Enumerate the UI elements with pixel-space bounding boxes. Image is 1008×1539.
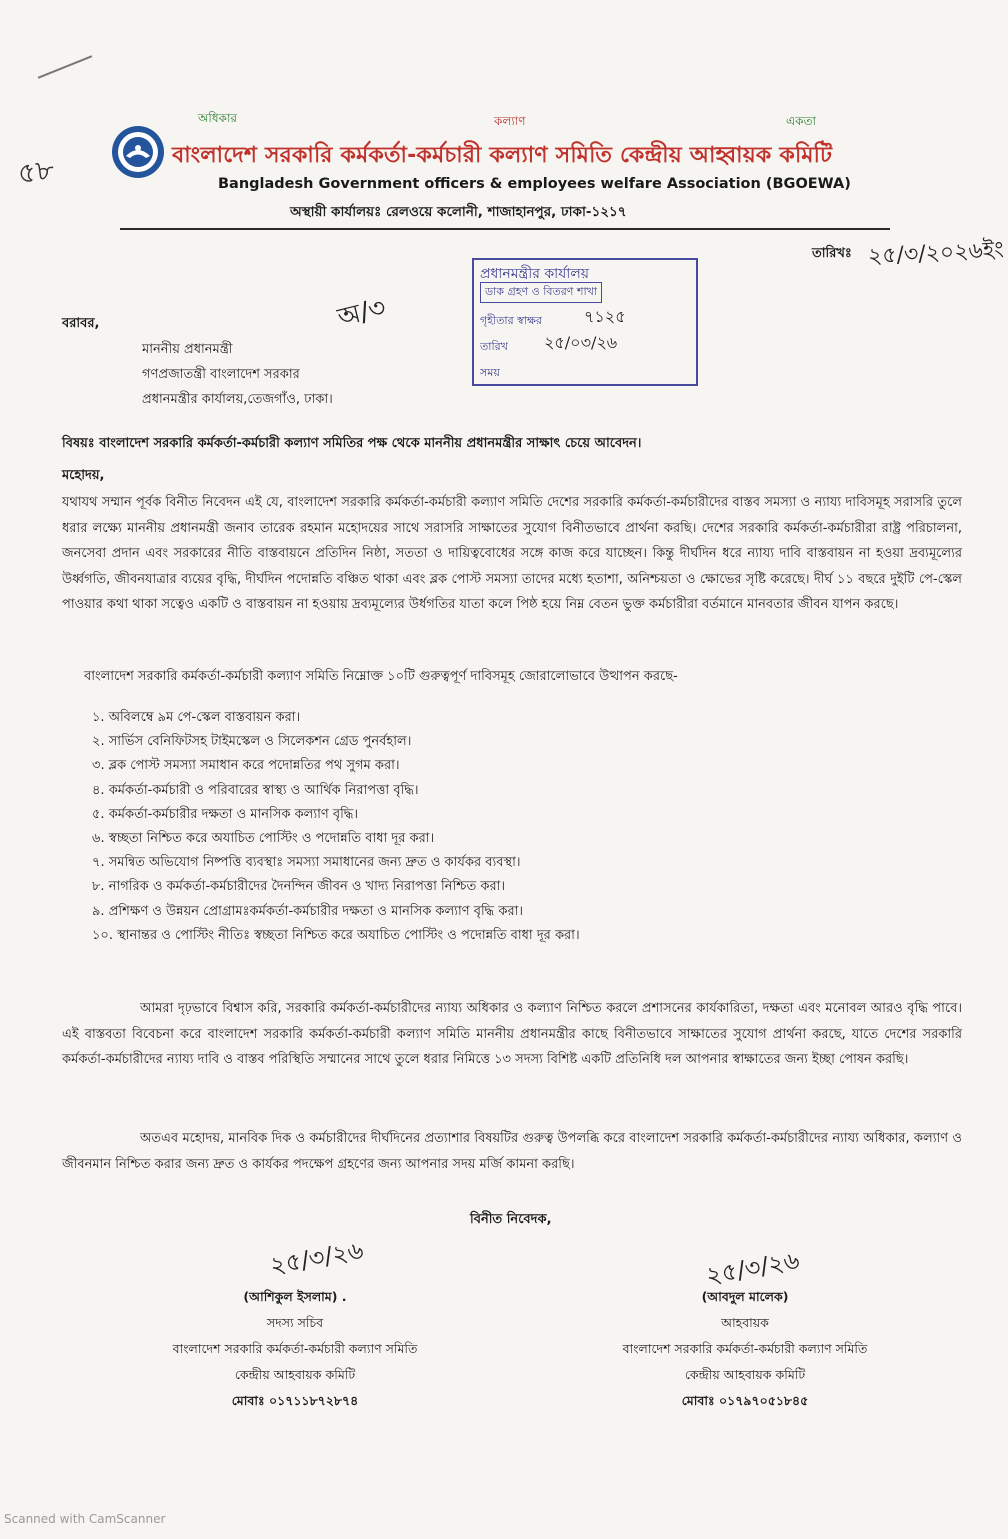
- subject-line: বিষয়ঃ বাংলাদেশ সরকারি কর্মকর্তা-কর্মচারী কল্যাণ সমিতির পক্ষ থেকে মাননীয় প্রধানমন্ত্রীর সাক্ষাৎ চেয়ে আবেদন।: [62, 436, 642, 451]
- stamp-receipt-label: গৃহীতার স্বাক্ষর: [480, 314, 542, 327]
- right-signatory-block: [600, 1284, 890, 1414]
- initial-mark: অ/৩: [334, 292, 389, 334]
- body-paragraph-3: অতএব মহোদয়, মানবিক দিক ও কর্মচারীদের দীর্ঘদিনের প্রত্যাশার বিষয়টির গুরুত্ব উপলব্ধি করে বাংলাদেশ সরকারি কর্মকর্তা-কর্মচারীদের ন্যায্য অধিকার, কল্যাণ ও জীবনমান নিশ্চিত করার জন্য দ্রুত ও কার্যকর পদক্ষেপ গ্রহণের জন্য আপনার সদয় মর্জি কামনা করছি।: [62, 1131, 962, 1172]
- scanner-watermark: Scanned with CamScanner: [4, 1512, 166, 1526]
- tag-welfare: কল্যাণ: [494, 114, 526, 128]
- address-to: বরাবর,: [62, 316, 100, 331]
- demands-intro: বাংলাদেশ সরকারি কর্মকর্তা-কর্মচারী কল্যাণ সমিতি নিম্নোক্ত ১০টি গুরুত্বপূর্ণ দাবিসমূহ জোরালোভাবে উত্থাপন করছে-: [84, 669, 678, 684]
- demand-item: ২. সার্ভিস বেনিফিটসহ টাইমস্কেল ও সিলেকশন গ্রেড পুনর্বহাল।: [92, 734, 412, 750]
- organization-name-english: Bangladesh Government officers & employees welfare Association (BGOEWA): [218, 176, 851, 192]
- tag-right: অধিকার: [198, 111, 238, 125]
- left-signatory-committee: কেন্দ্রীয় আহবায়ক কমিটি: [234, 1367, 356, 1382]
- stamp-date-label: তারিখ: [480, 340, 508, 353]
- left-signatory-block: [150, 1284, 440, 1414]
- receipt-stamp: [472, 258, 698, 386]
- demand-item: ৩. ব্লক পোস্ট সমস্যা সমাধান করে পদোন্নতির পথ সুগম করা।: [92, 758, 400, 774]
- demand-item: ৫. কর্মকর্তা-কর্মচারীর দক্ষতা ও মানসিক কল্যাণ বৃদ্ধি।: [92, 806, 359, 822]
- date-label: তারিখঃ: [812, 246, 852, 261]
- right-signatory-phone: মোবাঃ ০১৭৯৭০৫১৮৪৫: [681, 1393, 809, 1408]
- stamp-receipt-value: ৭১২৫: [584, 307, 626, 326]
- salutation: মহোদয়,: [62, 468, 105, 483]
- demands-list: [92, 706, 580, 948]
- stamp-subtitle: ডাক গ্রহণ ও বিতরণ শাখা: [480, 282, 602, 303]
- office-address: অস্থায়ী কার্যালয়ঃ রেলওয়ে কলোনী, শাজাহানপুর, ঢাকা-১২১৭: [290, 204, 627, 220]
- right-signature: ২৫/৩/২৬: [703, 1246, 802, 1290]
- demand-item: ৪. কর্মকর্তা-কর্মচারী ও পরিবারের স্বাস্থ্য ও আর্থিক নিরাপত্তা বৃদ্ধি।: [92, 782, 419, 798]
- address-line1: মাননীয় প্রধানমন্ত্রী: [142, 342, 233, 357]
- header-divider: [120, 228, 890, 230]
- left-signatory-org: বাংলাদেশ সরকারি কর্মকর্তা-কর্মচারী কল্যাণ সমিতি: [172, 1341, 418, 1356]
- left-signature: ২৫/৩/২৬: [267, 1236, 366, 1280]
- demand-item: ১০. স্থানান্তর ও পোস্টিং নীতিঃ স্বচ্ছতা নিশ্চিত করে অযাচিত পোস্টিং ও পদোন্নতি বাধা দূর করা।: [92, 927, 580, 943]
- demand-item: ৭. সমন্বিত অভিযোগ নিষ্পত্তি ব্যবস্থাঃ সমস্যা সমাধানের জন্য দ্রুত ও কার্যকর ব্যবস্থা।: [92, 855, 521, 871]
- demand-item: ৯. প্রশিক্ষণ ও উন্নয়ন প্রোগ্রামঃকর্মকর্তা-কর্মচারীর দক্ষতা ও মানসিক কল্যাণ বৃদ্ধি করা।: [92, 903, 524, 919]
- address-line2: গণপ্রজাতন্ত্রী বাংলাদেশ সরকার: [142, 367, 300, 382]
- right-signatory-org: বাংলাদেশ সরকারি কর্মকর্তা-কর্মচারী কল্যাণ সমিতি: [622, 1341, 868, 1356]
- closing-line: বিনীত নিবেদক,: [470, 1212, 552, 1227]
- date-value: ২৫/৩/২০২৬ইং: [867, 237, 1005, 270]
- demand-item: ৮. নাগরিক ও কর্মকর্তা-কর্মচারীদের দৈনন্দিন জীবন ও খাদ্য নিরাপত্তা নিশ্চিত করা।: [92, 879, 506, 895]
- left-signatory-phone: মোবাঃ ০১৭১১৮৭২৮৭৪: [231, 1393, 359, 1408]
- left-signatory-name: (আশিকুল ইসলাম) .: [243, 1289, 347, 1304]
- stamp-date-value: ২৫/০৩/২৬: [544, 333, 618, 352]
- body-paragraph-1: যথাযথ সম্মান পূর্বক বিনীত নিবেদন এই যে, বাংলাদেশ সরকারি কর্মকর্তা-কর্মচারী কল্যাণ সমিতি দেশের সরকারি কর্মকর্তা-কর্মচারীদের বাস্তব সমস্যা ও ন্যায্য দাবিসমূহ সরাসরি তুলে ধরার লক্ষ্যে মাননীয় প্রধানমন্ত্রী জনাব তারেক রহমান মহোদয়ের সাথে সরাসরি সাক্ষাতের সুযোগ বিনীতভাবে প্রার্থনা করছি। দেশের সরকারি কর্মকর্তা-কর্মচারীরা রাষ্ট্র পরিচালনা, জনসেবা প্রদান এবং সরকারের নীতি বাস্তবায়নে প্রতিদিন নিষ্ঠা, সততা ও দায়িত্ববোধের সঙ্গে কাজ করে যাচ্ছেন। কিন্তু দীর্ঘদিন ধরে ন্যায্য দাবি বাস্তবায়ন না হওয়া দ্রব্যমূল্যের উর্ধ্বগতি, জীবনযাত্রার ব্যয়ের বৃদ্ধি, দীর্ঘদিন পদোন্নতি বঞ্চিত থাকা এবং ব্লক পোস্ট সমস্যা তাদের মধ্যে হতাশা, অনিশ্চয়তা ও ক্ষোভের সৃষ্টি করেছে। দীর্ঘ ১১ বছরে দুইটি পে-স্কেল পাওয়ার কথা থাকা সত্বেও একটি ও বাস্তবায়ন না হওয়ায় দ্রব্যমূল্যের উর্ধগতির যাতা কলে পিষ্ঠ হয়ে নিম্ন বেতন ভুক্ত কর্মচারীরা বর্তমানে মানবতার জীবন যাপন করছে।: [62, 495, 962, 612]
- demand-item: ১. অবিলম্বে ৯ম পে-স্কেল বাস্তবায়ন করা।: [92, 710, 301, 725]
- margin-note: ৫৮: [15, 152, 57, 191]
- right-signatory-name: (আবদুল মালেক): [701, 1289, 789, 1304]
- left-signatory-role: সদস্য সচিব: [266, 1315, 324, 1330]
- right-signatory-committee: কেন্দ্রীয় আহবায়ক কমিটি: [684, 1367, 806, 1382]
- organization-logo: [110, 124, 166, 184]
- address-line3: প্রধানমন্ত্রীর কার্যালয়,তেজগাঁও, ঢাকা।: [142, 392, 333, 407]
- body-paragraph-2: আমরা দৃঢ়ভাবে বিশ্বাস করি, সরকারি কর্মকর্তা-কর্মচারীদের ন্যায্য অধিকার ও কল্যাণ নিশ্চিত করলে প্রশাসনের কার্যকারিতা, দক্ষতা এবং মনোবল আরও বৃদ্ধি পাবে। এই বাস্তবতা বিবেচনা করে বাংলাদেশ সরকারি কর্মকর্তা-কর্মচারী কল্যাণ সমিতি মাননীয় প্রধানমন্ত্রীর কাছে বিনীতভাবে সাক্ষাতের সুযোগ প্রার্থনা করছে, যাতে দেশের সরকারি কর্মকর্তা-কর্মচারীদের ন্যায্য দাবি ও বাস্তব পরিস্থিতি সম্মানের সাথে তুলে ধরার নিমিত্তে ১৩ সদস্য বিশিষ্ট একটি প্রতিনিধি দল আপনার স্বাক্ষাতের জন্য ইচ্ছা পোষন করছি।: [62, 1001, 962, 1067]
- organization-name-bangla: বাংলাদেশ সরকারি কর্মকর্তা-কর্মচারী কল্যাণ সমিতি কেন্দ্রীয় আহ্বায়ক কমিটি: [172, 143, 833, 168]
- tag-unity: একতা: [786, 114, 817, 128]
- demand-item: ৬. স্বচ্ছতা নিশ্চিত করে অযাচিত পোস্টিং ও পদোন্নতি বাধা দূর করা।: [92, 831, 435, 847]
- stamp-time-label: সময়: [480, 366, 500, 379]
- stamp-title: প্রধানমন্ত্রীর কার্যালয়: [480, 266, 590, 282]
- pen-stroke: [38, 55, 93, 79]
- right-signatory-role: আহবায়ক: [721, 1315, 769, 1330]
